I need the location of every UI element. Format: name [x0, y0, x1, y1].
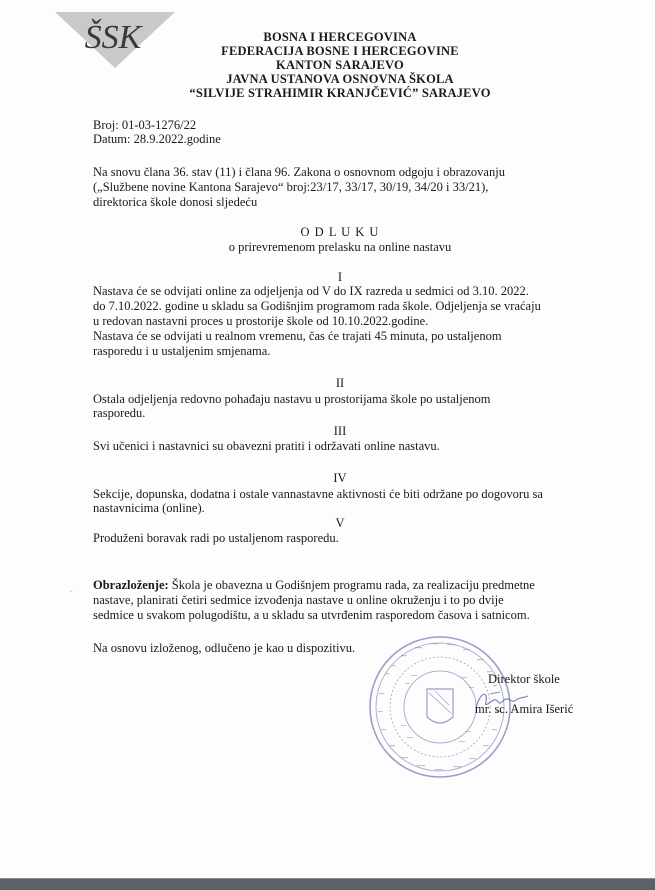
preamble-line: Na snovu člana 36. stav (11) i člana 96. Zakona o osnovnom odgoju i obrazovanju [93, 165, 505, 179]
section-number: III [333, 424, 347, 438]
section-text-line: do 7.10.2022. godine u skladu sa Godišnjim programom rada škole. Odjeljenja se vraćaju [93, 299, 541, 313]
scan-mark: ˘ [70, 589, 73, 598]
justification-text: Škola je obavezna u Godišnjem programu rada, za realizaciju predmetne [168, 578, 535, 592]
section-text-line: nastavnicima (online). [93, 501, 205, 515]
letterhead-line: KANTON SARAJEVO [276, 58, 404, 72]
section-text-line: Svi učenici i nastavnici su obavezni pratiti i održavati online nastavu. [93, 439, 440, 453]
signatory-role: Direktor škole [488, 672, 560, 686]
section-text-line: rasporedu. [93, 406, 146, 420]
decision-title: O D L U K U [300, 225, 380, 239]
letterhead-line: “SILVIJE STRAHIMIR KRANJČEVIĆ” SARAJEVO [189, 86, 491, 100]
justification-label: Obrazloženje: [93, 578, 169, 592]
section-text-line: Sekcije, dopunska, dodatna i ostale vannastavne aktivnosti će biti održane po dogovoru sa [93, 487, 543, 501]
document-number: Broj: 01-03-1276/22 [93, 118, 197, 132]
document-date: Datum: 28.9.2022.godine [93, 132, 221, 146]
justification-line: sedmice u svakom polugodištu, a u skladu sa utvrđenim rasporedom časova i satnicom. [93, 608, 530, 622]
letterhead-line: JAVNA USTANOVA OSNOVNA ŠKOLA [226, 72, 454, 86]
signatory-name: mr. sc. Amira Išerić [475, 702, 574, 716]
decision-subtitle: o prirevremenom prelasku na online nastavu [228, 240, 452, 254]
section-number: I [337, 270, 343, 284]
section-text-line: Produženi boravak radi po ustaljenom rasporedu. [93, 531, 339, 545]
preamble-line: („Službene novine Kantona Sarajevo“ broj:23/17, 33/17, 30/19, 34/20 i 33/21), [93, 180, 489, 194]
letterhead-line: BOSNA I HERCEGOVINA [263, 30, 417, 44]
section-text-line: rasporedu i u ustaljenim smjenama. [93, 344, 271, 358]
section-text-line: Nastava će se odvijati online za odjeljenja od V do IX razreda u sedmici od 3.10. 2022. [93, 284, 529, 298]
justification-line: nastave, planirati četiri sedmice izvođenja nastave u online okruženju i to po dvije [93, 593, 504, 607]
closing-statement: Na osnovu izloženog, odlučeno je kao u dispozitivu. [93, 641, 356, 655]
letterhead [150, 30, 530, 100]
section-text-line: u redovan nastavni proces u prostorije škole od 10.10.2022.godine. [93, 314, 429, 328]
logo-text: ŠSK [84, 19, 142, 56]
section-number: IV [333, 471, 347, 485]
preamble-line: direktorica škole donosi sljedeću [93, 195, 258, 209]
letterhead-line: FEDERACIJA BOSNE I HERCEGOVINE [221, 44, 459, 58]
viewer-bottom-bar [0, 878, 655, 890]
justification-line [93, 578, 535, 593]
section-text-line: Nastava će se odvijati u realnom vremenu, čas će trajati 45 minuta, po ustaljenom [93, 329, 502, 343]
section-number: V [335, 516, 345, 530]
section-number: II [335, 376, 345, 390]
section-text-line: Ostala odjeljenja redovno pohađaju nastavu u prostorijama škole po ustaljenom [93, 392, 491, 406]
